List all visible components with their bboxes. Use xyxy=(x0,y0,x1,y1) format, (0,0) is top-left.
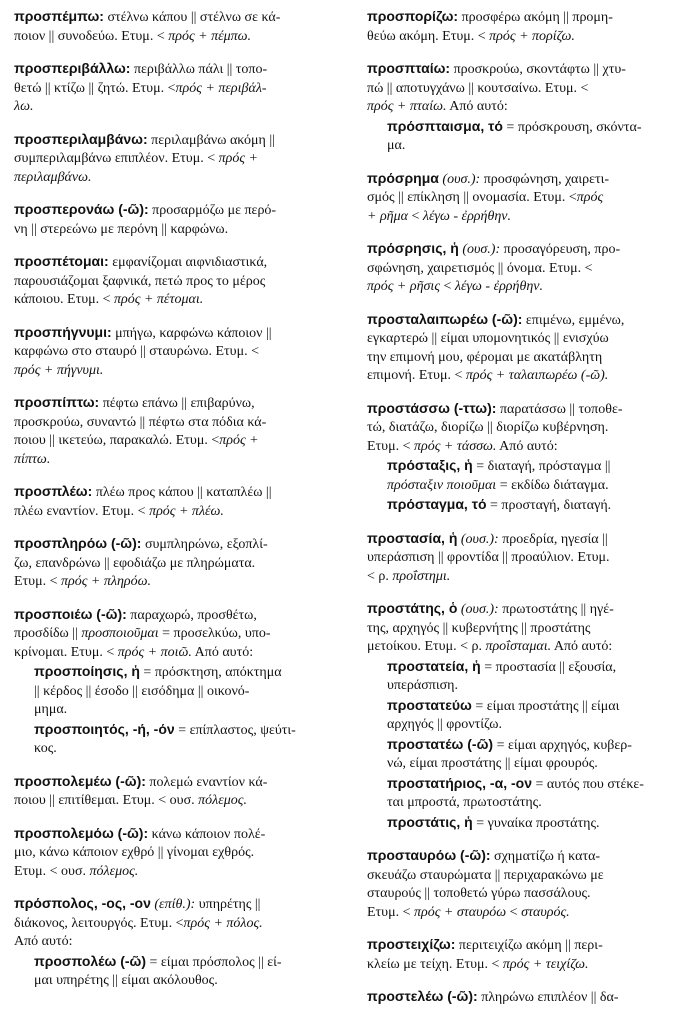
sub-headword: προσποίησις, ἡ xyxy=(34,663,140,679)
dictionary-entry xyxy=(367,239,687,297)
definition-text: = είμαι αρχηγός, κυβερ- xyxy=(493,737,632,753)
dictionary-entry xyxy=(14,534,346,592)
derived-entry xyxy=(387,456,687,495)
definition-text: μιο, κάνω κάποιον εχθρό || γίνομαι εχθρός. xyxy=(14,845,255,860)
entry-line xyxy=(14,844,346,863)
derived-entry xyxy=(387,657,687,696)
definition-text: εγκαρτερώ || είμαι υπομονητικός || ενισχύω xyxy=(367,331,609,346)
entry-line xyxy=(367,367,687,386)
definition-text: σχηματίζω ή κατα- xyxy=(490,849,601,864)
italic-text: περιλαμβάνω. xyxy=(14,169,92,185)
definition-text: = προσταγή, διαταγή. xyxy=(486,498,612,513)
entry-line xyxy=(14,28,346,47)
italic-text: πρός + περιβάλ- xyxy=(175,80,267,96)
headword: προσταλαιπωρέω (-ῶ): xyxy=(367,310,523,327)
sub-headword: προστάτις, ἡ xyxy=(387,813,473,830)
italic-text: πρός + πορίζω. xyxy=(489,28,575,44)
entry-line xyxy=(14,80,346,99)
dictionary-entry xyxy=(367,846,687,922)
definition-text: παρουσιάζομαι ξαφνικά, πετώ προς το μέρος xyxy=(14,273,266,289)
definition-text: σταυρούς || τοποθετώ γύρω πασσάλους. xyxy=(367,886,591,901)
headword: προσταυρόω (-ῶ): xyxy=(367,847,491,863)
entry-line xyxy=(387,794,687,813)
definition-text: πέφτω επάνω || επιβαρύνω, xyxy=(99,396,255,411)
definition-text: Ετυμ. < xyxy=(14,574,62,589)
entry-line xyxy=(14,414,346,433)
entry-line xyxy=(367,189,687,208)
dictionary-entry xyxy=(367,310,687,386)
definition-text: μαι υπηρέτης || είμαι ακόλουθος. xyxy=(34,973,218,988)
italic-text: λέγω - ἐρρήθην. xyxy=(422,208,511,224)
definition-text: Από αυτό: xyxy=(496,438,558,454)
definition-text: προσαρμόζω με περό- xyxy=(148,203,277,218)
entry-line xyxy=(14,772,346,793)
headword: προσπταίω: xyxy=(367,60,451,76)
headword: προσπολεμόω (-ῶ): xyxy=(14,824,149,841)
italic-text: πρός + πήγνυμι. xyxy=(14,362,104,378)
sub-headword: προστατήριος, -α, -ον xyxy=(387,774,532,791)
dictionary-entry xyxy=(367,59,687,156)
derived-entry xyxy=(34,952,346,991)
entry-line xyxy=(367,260,687,279)
definition-text: = διαταγή, πρόσταγμα || xyxy=(472,459,611,474)
definition-text: = πρόσκτηση, απόκτημα xyxy=(139,665,282,680)
entry-line xyxy=(14,200,346,221)
entry-line xyxy=(14,291,346,310)
definition-text: Ετυμ. < ουσ. xyxy=(14,863,90,879)
definition-text: υπηρέτης || xyxy=(195,897,261,912)
definition-text: επιμένω, εμμένω, xyxy=(522,312,625,328)
entry-line xyxy=(367,599,687,620)
entry-line xyxy=(367,399,687,420)
entry-line xyxy=(14,7,346,28)
definition-text: περιτειχίζω ακόμη || περι- xyxy=(455,938,603,953)
dictionary-entry xyxy=(367,7,687,46)
definition-text: = προσελκύω, υπο- xyxy=(158,626,271,641)
entry-line xyxy=(367,59,687,80)
italic-text: πρός + πέμπω. xyxy=(168,28,252,44)
entry-line xyxy=(367,904,687,923)
definition-text: αρχηγός || φροντίζω. xyxy=(387,717,502,732)
entry-line xyxy=(34,740,346,759)
entry-line xyxy=(367,239,687,260)
italic-text: λω. xyxy=(14,99,34,114)
dictionary-entry xyxy=(14,130,346,188)
italic-text: πόλεμος. xyxy=(198,793,247,808)
entry-line xyxy=(367,438,687,457)
entry-line xyxy=(387,696,687,717)
entry-line xyxy=(367,278,687,297)
sub-headword: πρόσταγμα, τό xyxy=(387,496,487,512)
definition-text: περιλαμβάνω ακόμη || xyxy=(147,132,275,148)
dictionary-entry xyxy=(367,935,687,974)
definition-text: υπεράσπιση || φροντίδα || προαύλιον. Ετυμ. xyxy=(367,550,610,565)
definition-text: κλείω με τείχη. Ετυμ. < xyxy=(367,956,503,972)
italic-text: πρός + πταίω. xyxy=(367,99,447,114)
entry-line xyxy=(367,867,687,886)
definition-text: επιμονή. Ετυμ. < xyxy=(367,368,466,383)
headword: προσπεριβάλλω: xyxy=(14,60,131,76)
headword: προσπήγνυμι: xyxy=(14,323,112,340)
definition-text: θετώ || κτίζω || ζητώ. Ετυμ. < xyxy=(14,80,176,96)
definition-text: πλέω εναντίον. Ετυμ. < xyxy=(14,503,150,519)
derived-entry xyxy=(34,662,346,720)
dictionary-entry xyxy=(14,482,346,521)
entry-line xyxy=(14,221,346,240)
definition-text: || κέρδος || έσοδο || εισόδημα || οικονό- xyxy=(34,683,250,699)
definition-text: προσαγόρευση, προ- xyxy=(500,242,621,257)
derived-entry xyxy=(34,720,346,759)
definition-text: νη || στερεώνω με περόνη || καρφώνω. xyxy=(14,221,229,237)
italic-text: πρός + πλέω. xyxy=(149,503,224,519)
definition-text: την επιμονή μου, φέρομαι με ακατάβλητη xyxy=(367,349,603,365)
definition-text: = γυναίκα προστάτης. xyxy=(472,815,600,831)
dictionary-entry xyxy=(367,599,687,833)
derived-entry xyxy=(387,696,687,735)
entry-line xyxy=(14,59,346,80)
definition-text: ζω, επανδρώνω || εφοδιάζω με πληρώματα. xyxy=(14,555,256,571)
left-column xyxy=(14,7,346,1004)
dictionary-entry xyxy=(14,824,346,882)
headword: προσπέμπω: xyxy=(14,8,104,24)
italic-text: πίπτω. xyxy=(14,451,51,467)
entry-line xyxy=(14,573,346,592)
entry-line xyxy=(387,774,687,795)
headword: πρόσπολος, -ος, -ον xyxy=(14,895,151,911)
definition-text: κάνω κάποιον πολέ- xyxy=(148,826,266,842)
entry-line xyxy=(387,477,687,496)
entry-line xyxy=(14,150,346,169)
entry-line xyxy=(367,310,687,331)
definition-text: σμός || επίκληση || ονομασία. Ετυμ. < xyxy=(367,190,577,205)
entry-line xyxy=(14,252,346,273)
dictionary-entry xyxy=(14,200,346,239)
entry-line xyxy=(367,885,687,904)
italic-text: πρός + τάσσω. xyxy=(414,438,497,454)
headword: προστάτης, ὁ xyxy=(367,600,458,616)
entry-line xyxy=(14,555,346,574)
sub-headword: προστατεύω xyxy=(387,696,472,713)
entry-line xyxy=(14,792,346,811)
italic-text: πρός + xyxy=(218,151,258,166)
entry-line xyxy=(14,169,346,188)
definition-text: μα. xyxy=(387,138,406,153)
entry-line xyxy=(34,683,346,702)
italic-text: πόλεμος. xyxy=(89,863,139,879)
entry-line xyxy=(14,273,346,292)
headword: προστασία, ἡ xyxy=(367,529,458,546)
definition-text: σκευάζω σταυρώματα || περιχαρακώνω με xyxy=(367,867,604,883)
entry-line xyxy=(367,349,687,368)
definition-text: = είμαι προστάτης || είμαι xyxy=(471,698,620,714)
definition-text: προσκρούω, σκοντάφτω || χτυ- xyxy=(450,62,626,77)
derived-entry xyxy=(387,117,687,156)
definition-text: καρφώνω στο σταυρό || σταυρώνω. Ετυμ. < xyxy=(14,344,259,359)
definition-text: < xyxy=(506,904,522,920)
entry-line xyxy=(367,529,687,550)
definition-text: πρωτοστάτης || ηγέ- xyxy=(498,602,614,617)
italic-text: πρός + πέτομαι. xyxy=(114,292,204,307)
entry-line xyxy=(14,863,346,882)
entry-line xyxy=(367,935,687,956)
entry-line xyxy=(387,137,687,156)
italic-text: (ουσ.): xyxy=(438,171,481,187)
entry-line xyxy=(14,482,346,503)
definition-text: Ετυμ. < xyxy=(367,438,415,454)
entry-line xyxy=(367,208,687,227)
entry-line xyxy=(367,80,687,99)
definition-text: προσφώνηση, χαιρετι- xyxy=(480,171,610,187)
derived-entry xyxy=(387,813,687,834)
dictionary-entry xyxy=(367,399,687,516)
sub-headword: προσπολέω (-ῶ) xyxy=(34,952,147,969)
headword: προστελέω (-ῶ): xyxy=(367,988,478,1004)
entry-line xyxy=(14,393,346,414)
dictionary-entry xyxy=(367,987,687,1008)
entry-line xyxy=(14,894,346,915)
headword: προσπλέω: xyxy=(14,483,93,499)
entry-line xyxy=(14,605,346,626)
definition-text: ποιον || συνοδεύω. Ετυμ. < xyxy=(14,28,169,44)
definition-text: Από αυτό: xyxy=(446,99,508,114)
entry-line xyxy=(387,735,687,756)
definition-text: μπήγω, καρφώνω κάποιον || xyxy=(111,325,272,341)
headword: προσπεριλαμβάνω: xyxy=(14,130,148,147)
headword: προσπολεμέω (-ῶ): xyxy=(14,772,146,789)
entry-line xyxy=(14,98,346,117)
sub-headword: πρόσταξις, ἡ xyxy=(387,457,473,473)
dictionary-entry xyxy=(14,323,346,381)
definition-text: παρατάσσω || τοποθε- xyxy=(496,401,623,417)
entry-line xyxy=(14,933,346,952)
italic-text: λέγω - ἐρρήθην. xyxy=(454,279,544,294)
entry-line xyxy=(387,716,687,735)
dictionary-entry xyxy=(14,393,346,469)
sub-headword: προσποιητός, -ή, -όν xyxy=(34,720,175,737)
headword: προσπέτομαι: xyxy=(14,253,109,269)
entry-line xyxy=(387,677,687,696)
entry-line xyxy=(34,972,346,991)
entry-line xyxy=(367,28,687,47)
entry-line xyxy=(367,7,687,28)
entry-line xyxy=(367,987,687,1008)
italic-text: πρός + ρῆσις xyxy=(367,279,441,294)
definition-text: πληρώνω επιπλέον || δα- xyxy=(477,990,619,1005)
definition-text: πολεμώ εναντίον κά- xyxy=(145,774,268,790)
definition-text: μετοίκου. Ετυμ. < ρ. xyxy=(367,639,486,654)
definition-text: υπεράσπιση. xyxy=(387,678,458,693)
definition-text: κάποιου. Ετυμ. < xyxy=(14,292,115,307)
headword: προστάσσω (-ττω): xyxy=(367,399,497,416)
definition-text: περιβάλλω πάλι || τοπο- xyxy=(130,62,268,77)
derived-entry xyxy=(387,735,687,774)
derived-entry xyxy=(387,495,687,516)
entry-line xyxy=(14,625,346,644)
entry-line xyxy=(387,495,687,516)
definition-text: ποιου || ικετεύω, παρακαλώ. Ετυμ. < xyxy=(14,433,220,448)
italic-text: προσποιοῦμαι xyxy=(81,626,159,641)
headword: προσπορίζω: xyxy=(367,8,459,24)
entry-line xyxy=(14,824,346,845)
dictionary-entry xyxy=(367,529,687,587)
entry-line xyxy=(14,503,346,522)
definition-text: Από αυτό: xyxy=(191,644,254,660)
entry-line xyxy=(387,657,687,678)
italic-text: πρός + πληρόω. xyxy=(61,574,152,589)
entry-line xyxy=(14,432,346,451)
definition-text: ποιου || επιτίθεμαι. Ετυμ. < ουσ. xyxy=(14,793,199,808)
entry-line xyxy=(14,323,346,344)
italic-text: πρός + πόλος. xyxy=(183,915,263,931)
italic-text: προΐσταμαι. xyxy=(485,639,552,654)
definition-text: = αυτός που στέκε- xyxy=(531,776,644,792)
dictionary-entry xyxy=(14,894,346,991)
definition-text: μημα. xyxy=(34,702,68,717)
definition-text: προεδρία, ηγεσία || xyxy=(498,531,608,547)
entry-line xyxy=(367,956,687,975)
entry-line xyxy=(367,419,687,438)
definition-text: ται μπροστά, πρωτοστάτης. xyxy=(387,795,542,810)
definition-text: πλέω προς κάπου || καταπλέω || xyxy=(92,485,272,500)
definition-text: προσκρούω, συναντώ || πέφτω στα πόδια κά- xyxy=(14,414,267,430)
definition-text: = εκδίδω διάταγμα. xyxy=(496,477,609,493)
entry-line xyxy=(367,638,687,657)
definition-text: = πρόσκρουση, σκόντα- xyxy=(502,119,642,135)
italic-text: (ουσ.): xyxy=(458,242,501,257)
entry-line xyxy=(367,846,687,867)
headword: προσπερονάω (-ῶ): xyxy=(14,201,149,217)
entry-line xyxy=(14,534,346,555)
italic-text: (ουσ.): xyxy=(457,531,499,547)
entry-line xyxy=(14,130,346,151)
definition-text: στέλνω κάπου || στέλνω σε κά- xyxy=(103,10,281,25)
headword: προστειχίζω: xyxy=(367,936,456,952)
dictionary-entry xyxy=(14,59,346,117)
italic-text: πρός + xyxy=(219,433,259,448)
entry-line xyxy=(387,456,687,477)
entry-line xyxy=(367,98,687,117)
headword: πρόσρησις, ἡ xyxy=(367,240,459,256)
dictionary-entry xyxy=(367,169,687,227)
italic-text: + ρῆμα xyxy=(367,208,408,224)
entry-line xyxy=(367,568,687,587)
entry-line xyxy=(387,117,687,138)
italic-text: πρός xyxy=(576,190,604,205)
definition-text: της, αρχηγός || κυβερνήτης || προστάτης xyxy=(367,620,591,636)
entry-line xyxy=(367,169,687,190)
italic-text: (επίθ.): xyxy=(150,897,196,912)
entry-line xyxy=(367,549,687,568)
entry-line xyxy=(367,330,687,349)
entry-line xyxy=(34,720,346,741)
entry-line xyxy=(367,620,687,639)
headword: πρόσρημα xyxy=(367,169,439,186)
definition-text: < xyxy=(408,208,423,224)
entry-line xyxy=(14,362,346,381)
definition-text: < xyxy=(440,279,455,294)
entry-line xyxy=(14,644,346,663)
definition-text: προσδίδω || xyxy=(14,626,82,641)
definition-text: παραχωρώ, προσθέτω, xyxy=(126,607,257,623)
definition-text: συμπληρώνω, εξοπλί- xyxy=(141,537,268,552)
definition-text: < ρ. xyxy=(367,568,393,584)
italic-text: (ουσ.): xyxy=(457,602,499,617)
dictionary-entry xyxy=(14,7,346,46)
headword: προσπίπτω: xyxy=(14,394,100,410)
italic-text: πρός + σταυρόω xyxy=(414,904,507,920)
definition-text: συμπεριλαμβάνω επιπλέον. Ετυμ. < xyxy=(14,151,219,166)
entry-line xyxy=(14,343,346,362)
dictionary-entry xyxy=(14,252,346,310)
entry-line xyxy=(387,755,687,774)
definition-text: θεύω ακόμη. Ετυμ. < xyxy=(367,28,490,44)
definition-text: εμφανίζομαι αιφνιδιαστικά, xyxy=(108,255,268,270)
definition-text: προσφέρω ακόμη || προμη- xyxy=(458,10,613,25)
definition-text: νώ, είμαι προστάτης || είμαι φρουρός. xyxy=(387,756,598,771)
definition-text: πώ || αποτυγχάνω || κουτσαίνω. Ετυμ. < xyxy=(367,80,589,96)
italic-text: πρός + ποιῶ. xyxy=(117,644,192,660)
italic-text: πρός + ταλαιπωρέω (-ῶ). xyxy=(465,368,609,383)
italic-text: προΐστημι. xyxy=(392,568,451,584)
definition-text: = επίπλαστος, ψεύτι- xyxy=(174,722,296,738)
definition-text: σφώνηση, χαιρετισμός || όνομα. Ετυμ. < xyxy=(367,260,593,276)
entry-line xyxy=(34,701,346,720)
definition-text: Ετυμ. < xyxy=(367,904,415,920)
definition-text: = προστασία || εξουσία, xyxy=(480,659,617,675)
definition-text: τώ, διατάζω, διορίζω || διορίζω κυβέρνηση. xyxy=(367,420,609,435)
entry-line xyxy=(14,451,346,470)
entry-line xyxy=(34,662,346,683)
definition-text: διάκονος, λειτουργός. Ετυμ. < xyxy=(14,915,184,931)
italic-text: πρόσταξιν ποιοῦμαι xyxy=(387,477,497,493)
dictionary-entry xyxy=(14,772,346,811)
entry-line xyxy=(14,915,346,934)
headword: προσπληρόω (-ῶ): xyxy=(14,535,142,551)
headword: προσποιέω (-ῶ): xyxy=(14,605,127,622)
sub-headword: πρόσπταισμα, τό xyxy=(387,117,503,134)
sub-headword: προστατέω (-ῶ) xyxy=(387,735,494,752)
right-column xyxy=(367,7,687,1021)
definition-text: Από αυτό: xyxy=(14,934,73,949)
entry-line xyxy=(387,813,687,834)
italic-text: πρός + τειχίζω. xyxy=(502,956,589,972)
definition-text: = είμαι πρόσπολος || εί- xyxy=(146,954,282,970)
definition-text: Από αυτό: xyxy=(551,639,613,654)
entry-line xyxy=(34,952,346,973)
derived-entry xyxy=(387,774,687,813)
italic-text: σταυρός. xyxy=(521,904,570,920)
definition-text: κρίνομαι. Ετυμ. < xyxy=(14,644,118,660)
definition-text: κος. xyxy=(34,741,57,756)
sub-headword: προστατεία, ἡ xyxy=(387,657,481,674)
dictionary-entry xyxy=(14,605,346,759)
